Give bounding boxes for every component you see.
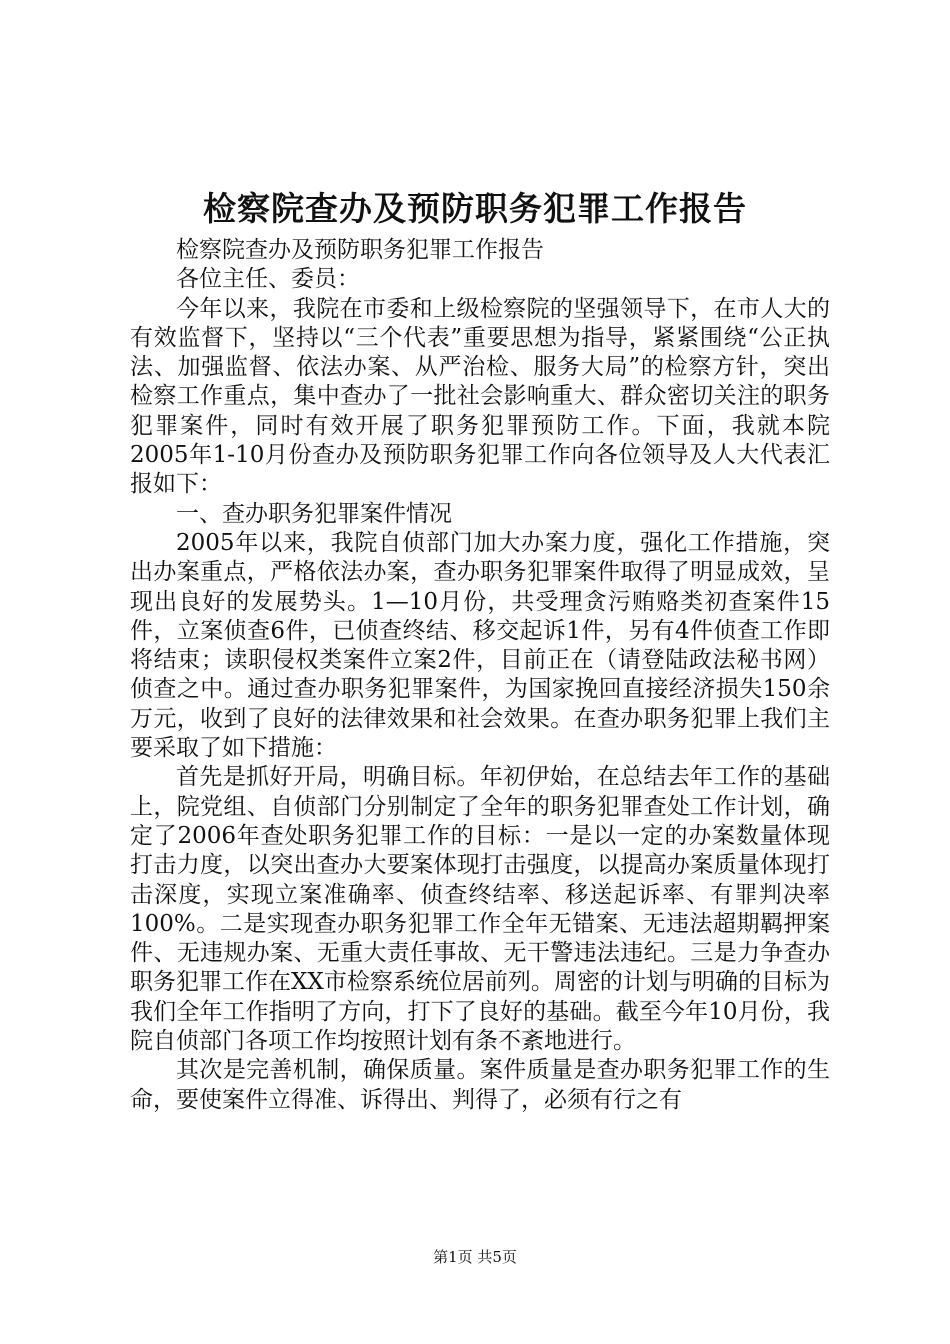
paragraph-measure-one: 首先是抓好开局，明确目标。年初伊始，在总结去年工作的基础上，院党组、自侦部门分别制定了全年的职务犯罪查处工作计划，确定了2006年查处职务犯罪工作的目标：一是以一定的办案数量体现打击力度，以突出查办大要案体现打击强度，以提高办案质量体现打击深度，实现立案准确率、侦查终结率、移送起诉率、有罪判决率100%。二是实现查办职务犯罪工作全年无错案、无违法超期羁押案件、无违规办案、无重大责任事故、无干警违法违纪。三是力争查办职务犯罪工作在XX市检察系统位居前列。周密的计划与明确的目标为我们全年工作指明了方向，打下了良好的基础。截至今年10月份，我院自侦部门各项工作均按照计划有条不紊地进行。 — [130, 764, 830, 1055]
page-number-footer: 第1页 共5页 — [433, 1248, 517, 1266]
paragraph-section-heading: 一、查办职务犯罪案件情况 — [176, 500, 452, 527]
paragraph-case-summary: 2005年以来，我院自侦部门加大办案力度，强化工作措施，突出办案重点，严格依法办案，查办职务犯罪案件取得了明显成效，呈现出良好的发展势头。1—10月份，共受理贪污贿赂类初查案件15件，立案侦查6件，已侦查终结、移交起诉1件，另有4件侦查工作即将结束；读职侵权类案件立案2件，目前正在（请登陆政法秘书网）侦查之中。通过查办职务犯罪案件，为国家挽回直接经济损失150余万元，收到了良好的法律效果和社会效果。在查办职务犯罪上我们主要采取了如下措施： — [130, 529, 830, 762]
paragraph-measure-two: 其次是完善机制，确保质量。案件质量是查办职务犯罪工作的生命，要使案件立得准、诉得出、判得了，必须有行之有 — [130, 1057, 830, 1113]
document-body — [130, 236, 830, 1115]
document-title: 检察院查办及预防职务犯罪工作报告 — [203, 189, 747, 228]
paragraph-subtitle: 检察院查办及预防职务犯罪工作报告 — [176, 237, 544, 263]
paragraph-intro: 今年以来，我院在市委和上级检察院的坚强领导下，在市人大的有效监督下，坚持以“三个代表”重要思想为指导，紧紧围绕“公正执法、加强监督、依法办案、从严治检、服务大局”的检察方针，突出检察工作重点，集中查办了一批社会影响重大、群众密切关注的职务犯罪案件，同时有效开展了职务犯罪预防工作。下面，我就本院2005年1-10月份查办及预防职务犯罪工作向各位领导及人大代表汇报如下： — [130, 295, 830, 498]
paragraph-salutation: 各位主任、委员： — [176, 266, 360, 293]
